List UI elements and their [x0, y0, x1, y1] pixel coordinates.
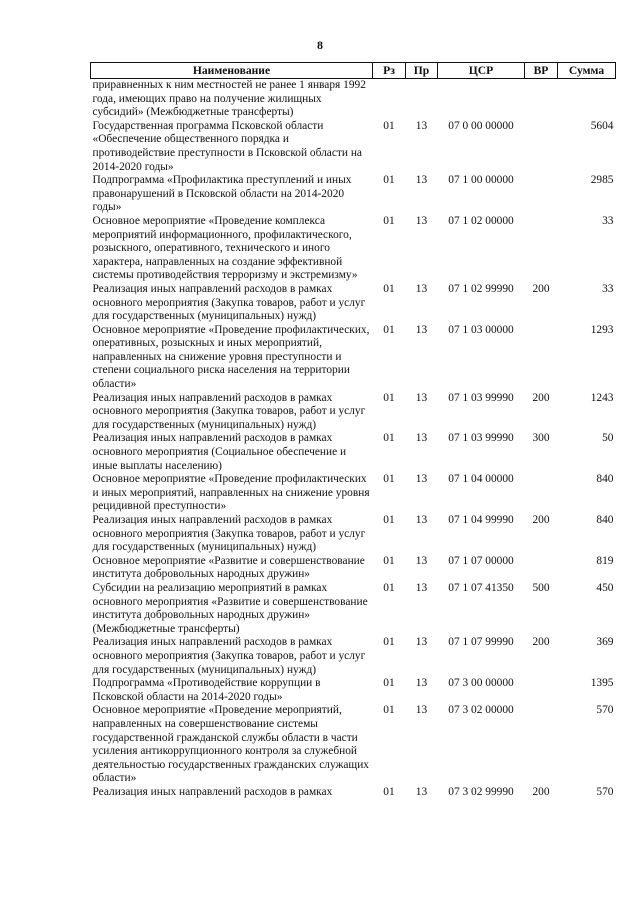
cell-sum: 33 — [602, 214, 614, 227]
cell-csr — [438, 79, 525, 120]
cell-csr: 07 1 07 00000 — [448, 554, 514, 567]
cell-rz: 01 — [383, 636, 395, 649]
cell-name: Основное мероприятие «Проведение мероприятий, направленных на совершенствование системы государственной гражданской службы области в части усиления антикоррупционного контроля за служебной деятельностью государственных гражданских служащих области» — [92, 704, 369, 785]
budget-table — [90, 62, 616, 799]
cell-name: Субсидии на реализацию мероприятий в рамках основного мероприятия «Развитие и совершенствование института добровольных народных дружин» (Межбюджетные трансферты) — [92, 581, 368, 635]
cell-vr — [525, 555, 558, 582]
cell-sum: 369 — [596, 636, 614, 649]
cell-csr: 07 3 02 99990 — [448, 785, 514, 798]
column-header-csr: ЦСР — [438, 63, 525, 79]
cell-rz: 01 — [383, 282, 395, 295]
cell-sum: 840 — [596, 473, 614, 486]
cell-pr: 13 — [415, 581, 428, 594]
cell-sum: 33 — [602, 282, 614, 295]
table-row — [91, 555, 616, 582]
cell-vr — [525, 324, 558, 392]
table-row — [91, 324, 616, 392]
cell-pr — [406, 79, 438, 120]
cell-rz: 01 — [383, 704, 395, 717]
cell-pr: 13 — [415, 282, 428, 295]
cell-pr: 13 — [415, 323, 428, 336]
cell-csr: 07 1 03 99990 — [448, 432, 514, 445]
cell-vr: 200 — [532, 636, 550, 649]
cell-pr: 13 — [415, 391, 428, 404]
cell-sum: 1293 — [590, 323, 614, 336]
cell-pr: 13 — [415, 514, 428, 526]
cell-name: Реализация иных направлений расходов в рамках основного мероприятия (Закупка товаров, работ и услуг для государственных (муниципальных) нужд) — [92, 282, 366, 323]
column-header-vr: ВР — [525, 63, 558, 79]
cell-sum: 570 — [596, 785, 614, 798]
table-header — [91, 63, 616, 79]
cell-vr — [525, 79, 558, 120]
cell-sum: 1243 — [590, 391, 614, 404]
cell-rz: 01 — [383, 214, 395, 227]
table-body — [91, 79, 616, 800]
cell-sum: 570 — [596, 704, 614, 717]
table-row — [91, 215, 616, 283]
cell-pr: 13 — [415, 785, 428, 798]
cell-pr: 13 — [415, 704, 428, 717]
cell-name: Реализация иных направлений расходов в рамках основного мероприятия (Закупка товаров, работ и услуг для государственных (муниципальных) нужд) — [92, 514, 366, 554]
table-row — [91, 704, 616, 786]
column-header-sum: Сумма — [558, 63, 616, 79]
cell-vr — [525, 677, 558, 704]
cell-csr: 07 1 02 00000 — [448, 214, 514, 227]
table-row — [91, 786, 616, 800]
cell-name: Основное мероприятие «Проведение профилактических и иных мероприятий, направленных на снижение уровня рецидивной преступности» — [92, 473, 370, 513]
cell-vr — [525, 120, 558, 174]
cell-name: приравненных к ним местностей не ранее 1 января 1992 года, имеющих право на получение жилищных субсидий» (Межбюджетные трансферты) — [92, 79, 366, 119]
cell-sum: 840 — [596, 514, 614, 526]
cell-sum: 2985 — [590, 174, 614, 187]
cell-csr: 07 3 00 00000 — [448, 677, 514, 690]
cell-pr: 13 — [415, 119, 428, 132]
cell-csr: 07 1 07 99990 — [448, 636, 514, 649]
cell-sum: 50 — [602, 432, 614, 445]
cell-vr: 300 — [532, 432, 550, 445]
cell-pr: 13 — [415, 214, 428, 227]
cell-csr: 07 3 02 00000 — [448, 704, 514, 717]
cell-csr: 07 1 00 00000 — [448, 174, 514, 187]
cell-rz: 01 — [383, 581, 395, 594]
cell-vr: 200 — [532, 785, 550, 798]
cell-csr: 07 1 04 00000 — [448, 473, 514, 486]
cell-name: Подпрограмма «Противодействие коррупции в Псковской области на 2014-2020 годы» — [92, 677, 321, 703]
cell-name: Подпрограмма «Профилактика преступлений и иных правонарушений в Псковской области на 2014-2020 годы» — [92, 174, 352, 214]
table-row — [91, 514, 616, 555]
column-header-rz: Рз — [373, 63, 406, 79]
cell-rz — [373, 79, 406, 120]
cell-pr: 13 — [415, 473, 428, 486]
cell-name: Государственная программа Псковской области «Обеспечение общественного порядка и противодействие преступности в Псковской области на 2014-2020 годы» — [92, 119, 362, 173]
column-header-name: Наименование — [91, 63, 373, 79]
table-row — [91, 392, 616, 433]
cell-rz: 01 — [383, 514, 395, 526]
cell-csr: 07 1 02 99990 — [448, 282, 514, 295]
cell-rz: 01 — [383, 677, 395, 690]
cell-csr: 07 1 03 99990 — [448, 391, 514, 404]
table-row — [91, 283, 616, 324]
table-row — [91, 473, 616, 514]
column-header-pr: Пр — [406, 63, 438, 79]
cell-rz: 01 — [383, 174, 395, 187]
cell-csr: 07 0 00 00000 — [448, 119, 514, 132]
cell-vr — [525, 473, 558, 514]
cell-pr: 13 — [415, 677, 428, 690]
cell-vr — [525, 704, 558, 786]
cell-name: Реализация иных направлений расходов в рамках основного мероприятия (Социальное обеспечение и иные выплаты населению) — [92, 432, 347, 472]
cell-rz: 01 — [383, 323, 395, 336]
cell-pr: 13 — [415, 636, 428, 649]
cell-rz: 01 — [383, 391, 395, 404]
cell-rz: 01 — [383, 554, 395, 567]
table-row — [91, 120, 616, 174]
cell-pr: 13 — [415, 174, 428, 187]
cell-csr: 07 1 03 00000 — [448, 323, 514, 336]
cell-vr: 200 — [532, 282, 550, 295]
cell-rz: 01 — [383, 432, 395, 445]
cell-name: Основное мероприятие «Проведение профилактических, оперативных, розыскных и иных мероприятий, направленных на снижение уровня преступности и степени социального риска населения на территории области» — [92, 323, 370, 391]
cell-sum — [558, 79, 616, 120]
cell-sum: 819 — [596, 554, 614, 567]
cell-name: Реализация иных направлений расходов в рамках основного мероприятия (Закупка товаров, работ и услуг для государственных (муниципальных) нужд) — [92, 391, 366, 431]
cell-vr: 500 — [532, 581, 550, 594]
cell-name: Основное мероприятие «Развитие и совершенствование института добровольных народных дружин» — [92, 554, 365, 581]
cell-csr: 07 1 04 99990 — [448, 514, 514, 526]
page-number: 8 — [317, 38, 323, 52]
cell-sum: 450 — [596, 581, 614, 594]
cell-rz: 01 — [383, 119, 395, 132]
table-row — [91, 174, 616, 215]
cell-pr: 13 — [415, 554, 428, 567]
cell-name: Основное мероприятие «Проведение комплекса мероприятий информационного, профилактического, розыскного, оперативного, технического и иного характера, направленных на создание эффективной системы противодействия терроризму и экстремизму» — [92, 214, 358, 282]
table-row — [91, 432, 616, 473]
cell-vr: 200 — [532, 391, 550, 404]
cell-vr — [525, 215, 558, 283]
table-row — [91, 677, 616, 704]
table-row — [91, 636, 616, 677]
cell-rz: 01 — [383, 473, 395, 486]
cell-vr: 200 — [532, 514, 550, 526]
table-row — [91, 79, 616, 120]
cell-rz: 01 — [383, 785, 395, 798]
cell-name: Реализация иных направлений расходов в рамках — [92, 785, 333, 798]
cell-sum: 1395 — [590, 677, 614, 690]
cell-sum: 5604 — [590, 119, 614, 132]
cell-pr: 13 — [415, 432, 428, 445]
cell-vr — [525, 174, 558, 215]
cell-csr: 07 1 07 41350 — [448, 581, 514, 594]
table-row — [91, 582, 616, 636]
cell-name: Реализация иных направлений расходов в рамках основного мероприятия (Закупка товаров, работ и услуг для государственных (муниципальных) нужд) — [92, 636, 366, 676]
